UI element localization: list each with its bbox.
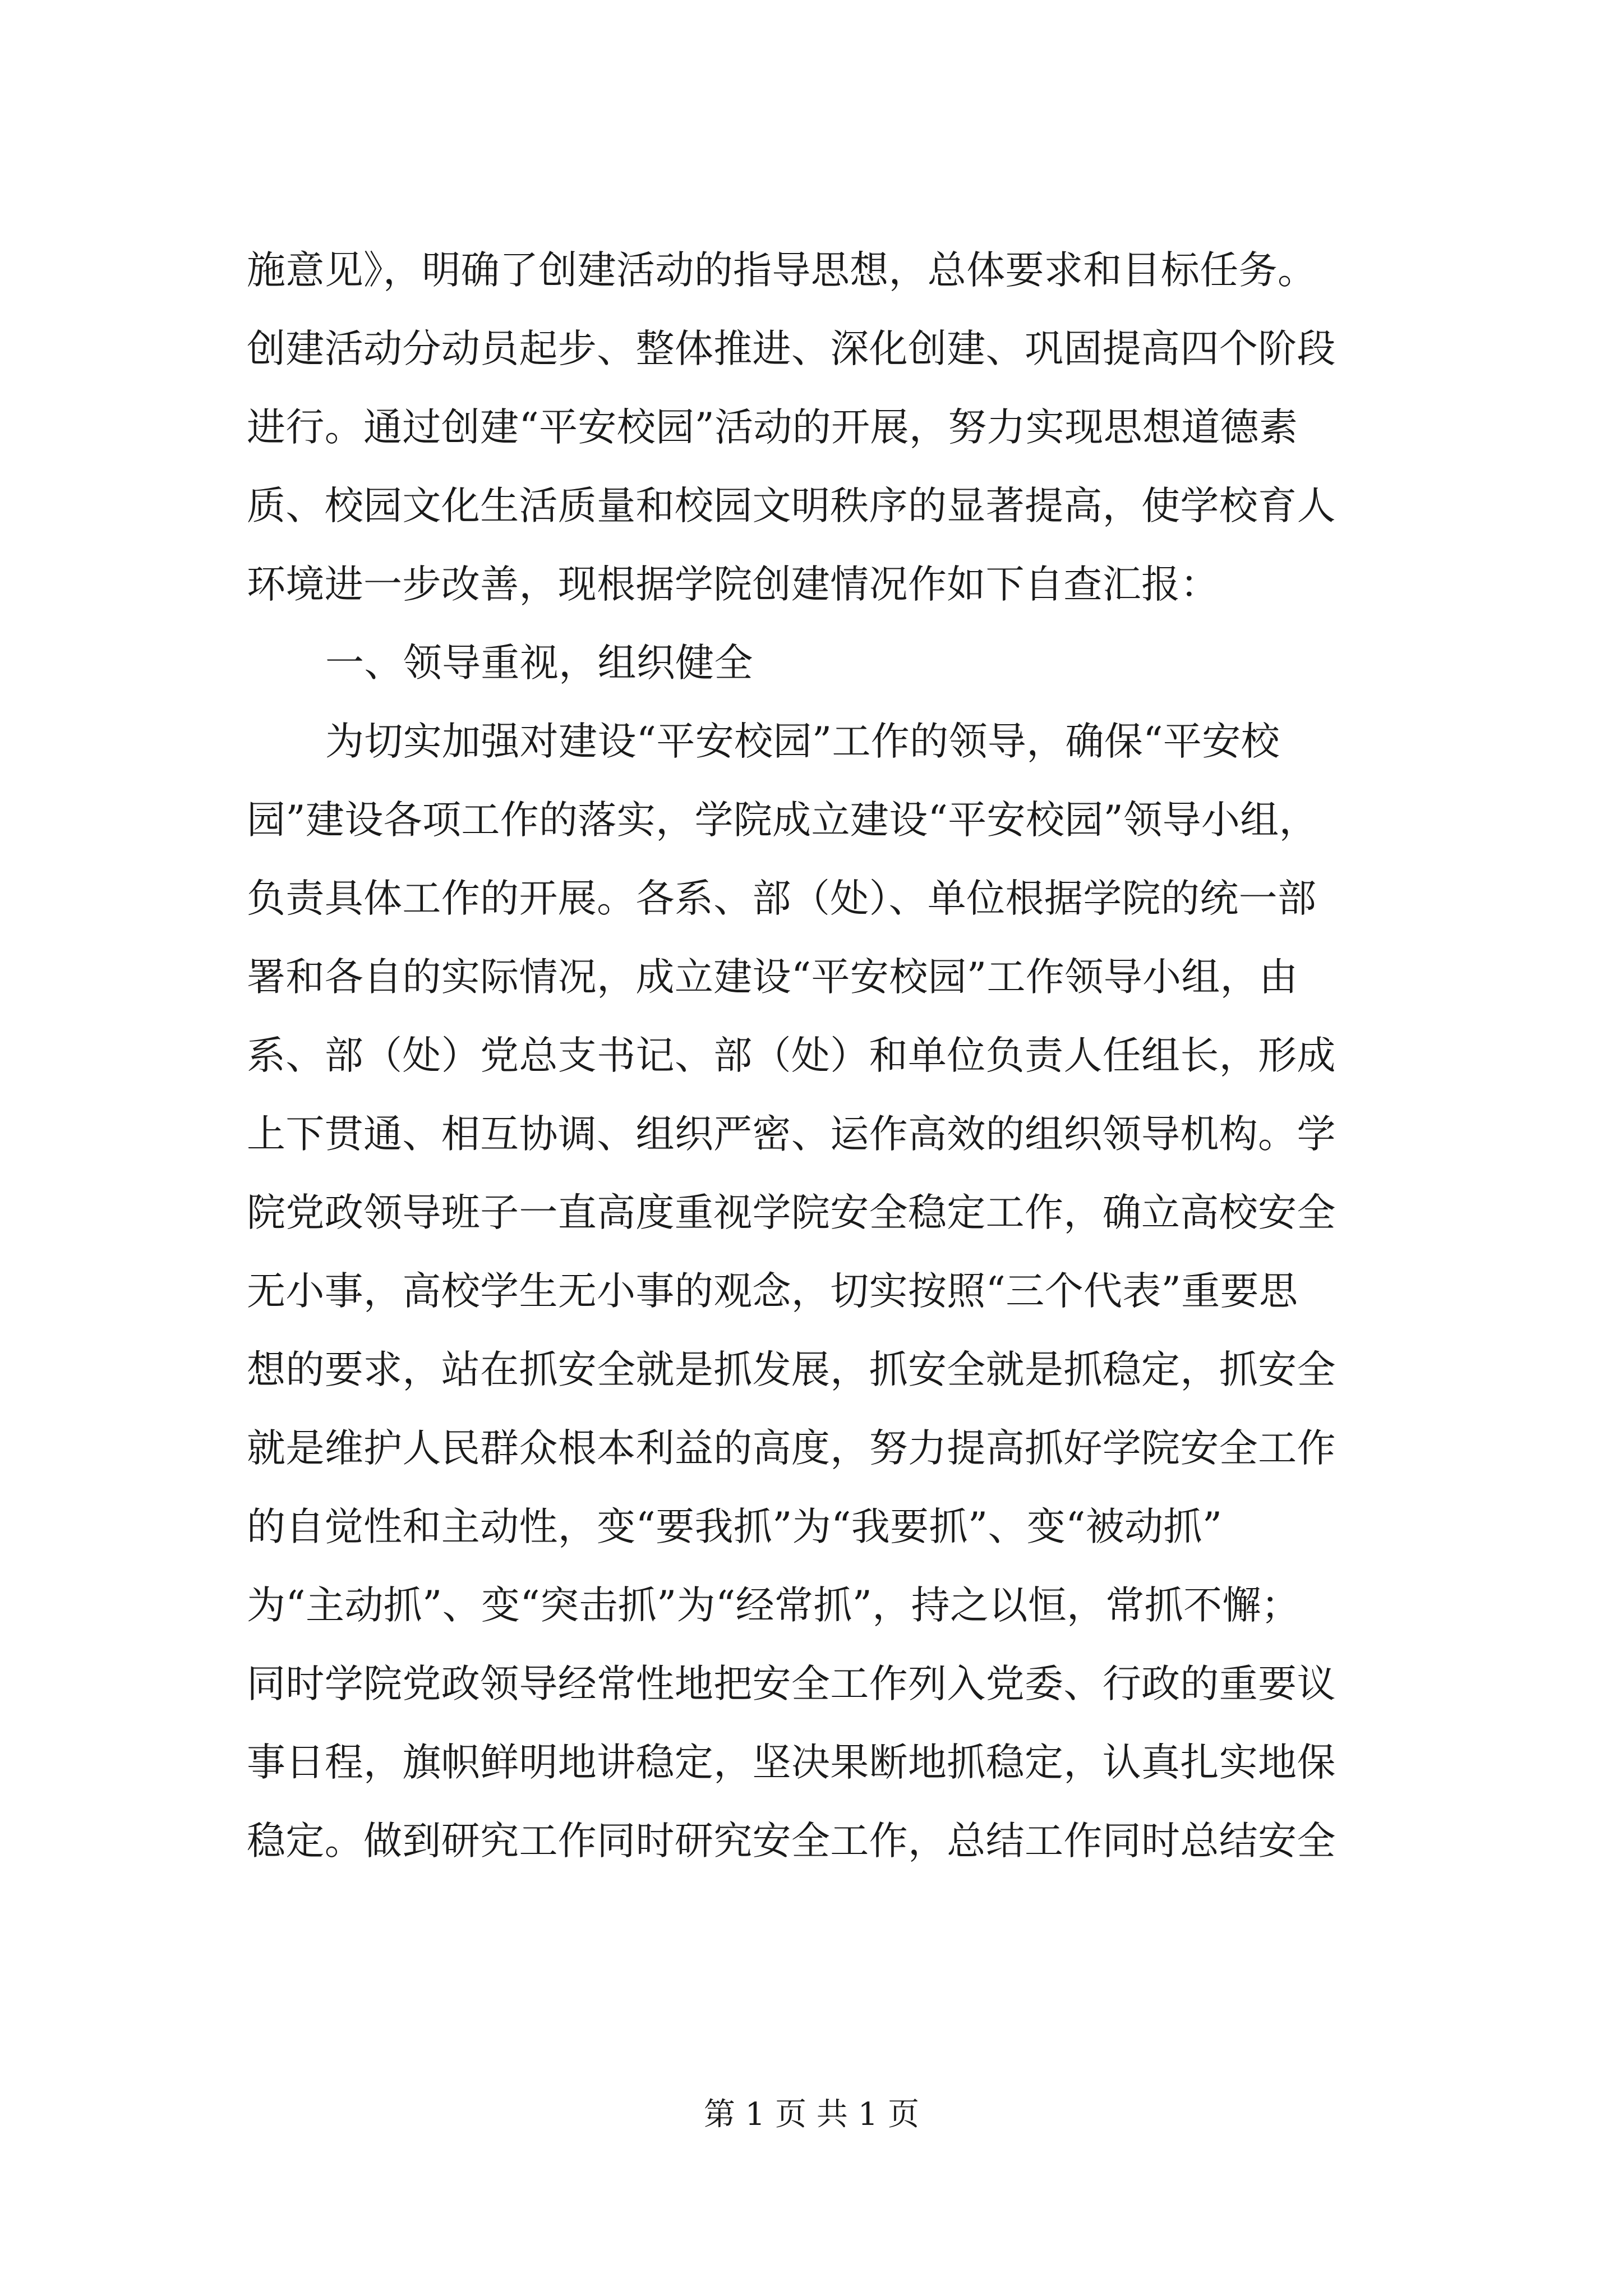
- text-line: 同时学院党政领导经常性地把安全工作列入党委、行政的重要议: [247, 1662, 1336, 1706]
- text-line: 就是维护人民群众根本利益的高度，努力提高抓好学院安全工作: [247, 1426, 1336, 1471]
- text-line: 的自觉性和主动性，变“要我抓”为“我要抓”、变“被动抓”: [247, 1504, 1223, 1549]
- document-body: [247, 231, 1413, 1880]
- text-line: 事日程，旗帜鲜明地讲稳定，坚决果断地抓稳定，认真扎实地保: [247, 1740, 1336, 1785]
- text-line: 环境进一步改善，现根据学院创建情况作如下自查汇报：: [247, 562, 1219, 607]
- text-line: 署和各自的实际情况，成立建设“平安校园”工作领导小组，由: [247, 955, 1298, 1000]
- text-line: 上下贯通、相互协调、组织严密、运作高效的组织领导机构。学: [247, 1112, 1336, 1157]
- text-line: 无小事，高校学生无小事的观念，切实按照“三个代表”重要思: [247, 1269, 1298, 1314]
- text-line: 施意见》，明确了创建活动的指导思想，总体要求和目标任务。: [247, 248, 1317, 293]
- text-line: 院党政领导班子一直高度重视学院安全稳定工作，确立高校安全: [247, 1190, 1336, 1235]
- text-line: 为“主动抓”、变“突击抓”为“经常抓”，持之以恒，常抓不懈；: [247, 1583, 1301, 1628]
- page-number-footer: 第 1 页 共 1 页: [703, 2096, 920, 2133]
- text-line: 想的要求，站在抓安全就是抓发展，抓安全就是抓稳定，抓安全: [247, 1347, 1336, 1392]
- text-line: 稳定。做到研究工作同时研究安全工作，总结工作同时总结安全: [247, 1819, 1336, 1864]
- text-line: 系、部（处）党总支书记、部（处）和单位负责人任组长，形成: [247, 1033, 1336, 1078]
- text-line: 创建活动分动员起步、整体推进、深化创建、巩固提高四个阶段: [247, 326, 1336, 371]
- text-line: 质、校园文化生活质量和校园文明秩序的显著提高，使学校育人: [247, 484, 1336, 528]
- text-line: 园”建设各项工作的落实，学院成立建设“平安校园”领导小组，: [247, 798, 1318, 843]
- text-line: 进行。通过创建“平安校园”活动的开展，努力实现思想道德素: [247, 405, 1298, 450]
- text-line: 为切实加强对建设“平安校园”工作的领导，确保“平安校: [325, 719, 1280, 764]
- text-line: 负责具体工作的开展。各系、部（处）、单位根据学院的统一部: [247, 876, 1317, 921]
- section-heading: 一、领导重视，组织健全: [325, 641, 753, 685]
